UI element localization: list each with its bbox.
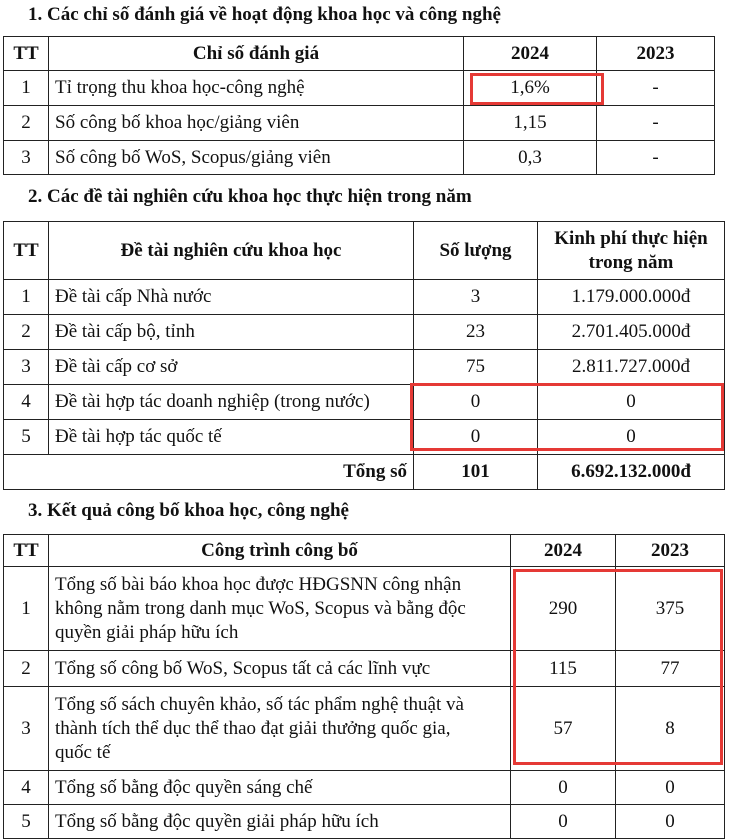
row-work-line: Tổng số sách chuyên khảo, số tác phẩm nghệ thuật và <box>55 693 464 715</box>
row-tt: 2 <box>4 106 49 141</box>
row-budget: 2.701.405.000đ <box>538 315 725 350</box>
section-2-title: 2. Các đề tài nghiên cứu khoa học thực hiện trong năm <box>28 186 472 207</box>
row-work-line: thành tích thể dục thể thao đạt giải thưởng quốc gia, <box>55 717 451 739</box>
row-metric: Tỉ trọng thu khoa học-công nghệ <box>49 71 464 106</box>
header-tt: TT <box>4 37 49 71</box>
row-work <box>49 805 511 839</box>
row-count: 0 <box>414 385 538 420</box>
row-work-line: Tổng số bằng độc quyền sáng chế <box>55 776 313 798</box>
row-2024: 0 <box>511 771 616 805</box>
row-work-line: không nằm trong danh mục WoS, Scopus và bằng độc <box>55 597 466 619</box>
header-2023: 2023 <box>597 37 715 71</box>
row-tt: 3 <box>4 687 49 771</box>
row-tt: 3 <box>4 350 49 385</box>
row-topic: Đề tài cấp Nhà nước <box>49 280 414 315</box>
header-work: Công trình công bố <box>49 535 511 567</box>
row-2024: 57 <box>511 687 616 771</box>
row-2024: 0,3 <box>464 141 597 175</box>
row-tt: 4 <box>4 385 49 420</box>
row-2024: 115 <box>511 651 616 687</box>
row-topic: Đề tài cấp bộ, tỉnh <box>49 315 414 350</box>
row-2023: - <box>597 106 715 141</box>
section-3-title: 3. Kết quả công bố khoa học, công nghệ <box>28 500 349 521</box>
row-count: 3 <box>414 280 538 315</box>
table-row <box>4 687 725 771</box>
row-2023: 0 <box>616 771 725 805</box>
header-tt: TT <box>4 535 49 567</box>
header-count: Số lượng <box>414 222 538 280</box>
row-tt: 2 <box>4 315 49 350</box>
row-topic: Đề tài hợp tác quốc tế <box>49 420 414 455</box>
table-header-row <box>4 222 725 280</box>
row-metric: Số công bố khoa học/giảng viên <box>49 106 464 141</box>
row-budget: 0 <box>538 385 725 420</box>
total-budget: 6.692.132.000đ <box>538 455 725 490</box>
row-budget: 1.179.000.000đ <box>538 280 725 315</box>
row-work-line: quốc tế <box>55 741 111 763</box>
row-2024: 1,6% <box>464 71 597 106</box>
total-label: Tổng số <box>4 455 414 490</box>
table-row <box>4 771 725 805</box>
row-2023: - <box>597 71 715 106</box>
row-tt: 5 <box>4 420 49 455</box>
row-tt: 1 <box>4 71 49 106</box>
table-row <box>4 280 725 315</box>
row-count: 75 <box>414 350 538 385</box>
table-row <box>4 350 725 385</box>
table-row <box>4 420 725 455</box>
row-2023: 8 <box>616 687 725 771</box>
row-metric: Số công bố WoS, Scopus/giảng viên <box>49 141 464 175</box>
header-topic: Đề tài nghiên cứu khoa học <box>49 222 414 280</box>
row-budget: 2.811.727.000đ <box>538 350 725 385</box>
header-budget <box>538 222 725 280</box>
row-work-line: quyền giải pháp hữu ích <box>55 621 239 643</box>
row-topic: Đề tài hợp tác doanh nghiệp (trong nước) <box>49 385 414 420</box>
section-1-title: 1. Các chỉ số đánh giá về hoạt động khoa học và công nghệ <box>28 4 501 25</box>
row-tt: 3 <box>4 141 49 175</box>
row-2023: 375 <box>616 567 725 651</box>
row-work <box>49 651 511 687</box>
table-row <box>4 315 725 350</box>
header-budget-line2: trong năm <box>588 251 674 273</box>
table-header-row <box>4 37 715 71</box>
header-2023: 2023 <box>616 535 725 567</box>
table-row <box>4 141 715 175</box>
row-2023: 77 <box>616 651 725 687</box>
header-metric: Chỉ số đánh giá <box>49 37 464 71</box>
header-2024: 2024 <box>464 37 597 71</box>
row-2023: 0 <box>616 805 725 839</box>
table-row <box>4 567 725 651</box>
table-row <box>4 385 725 420</box>
row-topic: Đề tài cấp cơ sở <box>49 350 414 385</box>
row-2023: - <box>597 141 715 175</box>
table-row <box>4 651 725 687</box>
header-tt: TT <box>4 222 49 280</box>
total-count: 101 <box>414 455 538 490</box>
header-budget-line1: Kinh phí thực hiện <box>554 227 708 249</box>
row-count: 23 <box>414 315 538 350</box>
table-row <box>4 71 715 106</box>
row-2024: 0 <box>511 805 616 839</box>
row-budget: 0 <box>538 420 725 455</box>
row-work <box>49 771 511 805</box>
row-work-line: Tổng số bằng độc quyền giải pháp hữu ích <box>55 810 379 832</box>
row-count: 0 <box>414 420 538 455</box>
table-row <box>4 106 715 141</box>
row-tt: 2 <box>4 651 49 687</box>
row-tt: 4 <box>4 771 49 805</box>
table-row <box>4 805 725 839</box>
row-tt: 1 <box>4 567 49 651</box>
research-topics-table <box>3 221 725 490</box>
row-tt: 1 <box>4 280 49 315</box>
header-2024: 2024 <box>511 535 616 567</box>
row-work <box>49 567 511 651</box>
total-row <box>4 455 725 490</box>
row-work-line: Tổng số công bố WoS, Scopus tất cả các lĩnh vực <box>55 657 431 679</box>
row-tt: 5 <box>4 805 49 839</box>
table-header-row <box>4 535 725 567</box>
row-2024: 290 <box>511 567 616 651</box>
publications-table <box>3 534 725 839</box>
row-2024: 1,15 <box>464 106 597 141</box>
row-work-line: Tổng số bài báo khoa học được HĐGSNN công nhận <box>55 573 462 595</box>
row-work <box>49 687 511 771</box>
metrics-table <box>3 36 715 175</box>
